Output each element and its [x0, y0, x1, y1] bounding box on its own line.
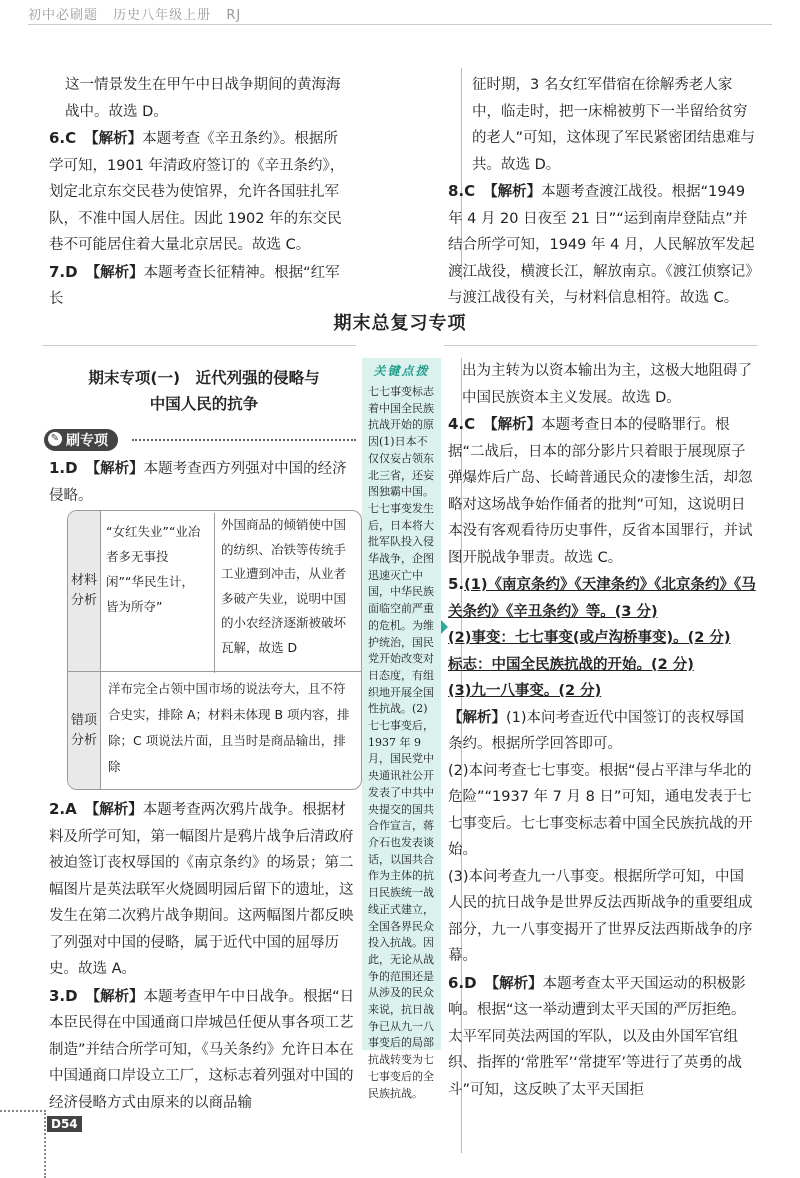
continued-text: 这一情景发生在甲午中日战争期间的黄海海战中。故选 D。: [65, 77, 341, 120]
material-explanation: 外国商品的倾销使中国的纺织、冶铁等传统手工业遭到冲击，从业者多破产失业，说明中国的小农经济逐渐被破坏瓦解，故选 D: [214, 513, 355, 673]
pen-icon: ✎: [48, 432, 62, 446]
key-points-box: [362, 358, 441, 1100]
key-points-title: 关键点拨: [373, 364, 430, 378]
analysis-table: [67, 510, 362, 790]
row-label: 错项分析: [68, 672, 101, 790]
corner-dots: [0, 1110, 46, 1112]
left-answer-list: [49, 796, 360, 1116]
answer-5-explanation-3: (3)本问考查九一八事变。根据所学可知，中国人民的抗日战争是世界反法西斯战争的重要组成部分，九一八事变揭开了世界反法西斯战争的序幕。: [448, 868, 753, 964]
wrong-options-text: 洋布完全占领中国市场的说法夸大，且不符合史实，排除 A；材料未体现 B 项内容，排除；C 项说法片面，且当时是商品输出，排除: [108, 681, 350, 774]
shuati-banner: [44, 429, 356, 451]
corner-dots-vertical: [44, 1110, 46, 1178]
title-rule-right: [444, 345, 758, 346]
answer-item-2: 2.A 【解析】本题考查两次鸦片战争。根据材料及所学可知，第一幅图片是鸦片战争后清政府被迫签订丧权辱国的《南京条约》的场景；第二幅图片是英法联军火烧圆明园后留下的遗址，这发生在第二次鸦片战争期间。这两幅图片都反映了列强对中国的侵略，属于近代中国的屈辱历史。故选 A。: [49, 800, 354, 977]
answer-5-explanation-2: (2)本问考查七七事变。根据“侵占平津与华北的危险”“1937 年 7 月 8 日”可知，通电发表于七七事变后。七七事变标志着中国全民族抗战的开始。: [448, 762, 753, 858]
title-rule-left: [42, 345, 356, 346]
answer-item-8: 8.C 【解析】本题考查渡江战役。根据“1949 年 4 月 20 日夜至 21 日”“运到南岸登陆点”并结合所学可知，1949 年 4 月，人民解放军发起渡江战役，横渡长江，解放南京。《渡江侦察记》与渡江战役有关，与材料信息相符。故选 C。: [448, 182, 755, 306]
answer-5-part3: (3)九一八事变。(2 分): [448, 683, 602, 699]
answer-item-6b: 6.D 【解析】本题考查太平天国运动的积极影响。根据“这一举动遭到太平天国的严厉拒绝。太平军同英法两国的军队，以及由外国军官组织、指挥的‘常胜军’‘常捷军’等进行了英勇的战斗”可知，这反映了太平天国拒: [448, 973, 746, 1098]
header-edition: RJ: [226, 8, 242, 23]
material-quote: “女红失业”“业冶者多无事投闲”“华民生计，皆为所夺”: [106, 524, 201, 614]
section-title-line2: 中国人民的抗争: [149, 395, 259, 413]
answer-item-3: 3.D 【解析】本题考查甲午中日战争。根据“日本臣民得在中国通商口岸城邑任便从事各项工艺制造”并结合所学可知，《马关条约》允许日本在中国通商口岸设立工厂，这标志着列强对中国的经济侵略方式由原来的以商品输: [49, 986, 355, 1111]
continued-text: 出为主转为以资本输出为主，这极大地阻碍了中国民族资本主义发展。故选 D。: [462, 363, 752, 406]
answer-item-7: 7.D 【解析】本题考查长征精神。根据“红军长: [49, 262, 340, 307]
shuati-pill: ✎ 刷专项: [44, 429, 118, 451]
continued-text: 征时期，3 名女红军借宿在徐解秀老人家中，临走时，把一床棉被剪下一半留给贫穷的老人”可知，这体现了军民紧密团结患难与共。故选 D。: [472, 77, 756, 173]
header-book: 初中必刷题: [28, 8, 99, 23]
key-points-body: 七七事变标志着中国全民族抗战开始的原因(1)日本不仅仅妄占领东北三省，还妄图独霸中国。七七事变发生后，日本将大批军队投入侵华战争，企图迅速灭亡中国，中华民族面临空前严重的危机。为维护统治，国民党开始改变对日态度，有组织地开展全国性抗战。(2)七七事变后，1937 年 9 月，国民党中央通讯社公开发表了中共中央提交的国共合作宣言，蒋介石也发表谈话，以国共合作为主体的抗日民族统一战线正式建立，全国各界民众投入抗战。因此，无论从战争的范围还是从涉及的民众来说，抗日战争已从九一八事变后的局部抗战转变为七七事变后的全民族抗战。: [368, 385, 434, 1100]
page-number: D54: [47, 1116, 82, 1132]
running-header: [28, 4, 251, 23]
answer-item-4: 4.C 【解析】本题考查日本的侵略罪行。根据“二战后，日本的部分影片只着眼于展现原子弹爆炸后广岛、长崎普通民众的凄惨生活，却忽略对这场战争始作俑者的批判”可知，这说明日本没有客观看待历史事件，反省本国罪行，并试图开脱战争罪责。故选 C。: [448, 415, 753, 566]
top-right-column: [448, 72, 758, 312]
section-title-line1: 期末专项(一) 近代列强的侵略与: [88, 369, 320, 387]
header-subject: 历史八年级上册: [113, 8, 212, 23]
table-row-wrong-options: [68, 671, 361, 790]
answer-5-part2: (2)事变：七七事变(或卢沟桥事变)。(2 分): [448, 630, 731, 646]
top-left-column: [49, 72, 352, 313]
header-rule: [28, 24, 772, 25]
dotted-rule: [132, 439, 356, 441]
arrow-right-icon: [441, 620, 448, 634]
answer-item-1: 1.D 【解析】本题考查西方列强对中国的经济侵略。: [49, 459, 347, 504]
answer-item-6: 6.C 【解析】本题考查《辛丑条约》。根据所学可知，1901 年清政府签订的《辛丑条约》，划定北京东交民巷为使馆界，允许各国驻扎军队，不准中国人居住。因此 1902 年的东交民巷不可能居住着大量北京居民。故选 C。: [49, 129, 345, 253]
row-label: 材料分析: [68, 511, 101, 671]
page-title: 期末总复习专项: [333, 313, 467, 334]
answer-item-5: 5.(1)《南京条约》《天津条约》《北京条约》《马关条约》《辛丑条约》等。(3 分): [448, 575, 756, 620]
right-answer-list: [448, 358, 758, 1103]
table-row-material: [68, 511, 361, 671]
answer-5-part2b: 标志：中国全民族抗战的开始。(2 分): [448, 656, 694, 673]
answer-5-explanation-1: 【解析】(1)本问考查近代中国签订的丧权辱国条约。根据所学回答即可。: [448, 709, 745, 752]
